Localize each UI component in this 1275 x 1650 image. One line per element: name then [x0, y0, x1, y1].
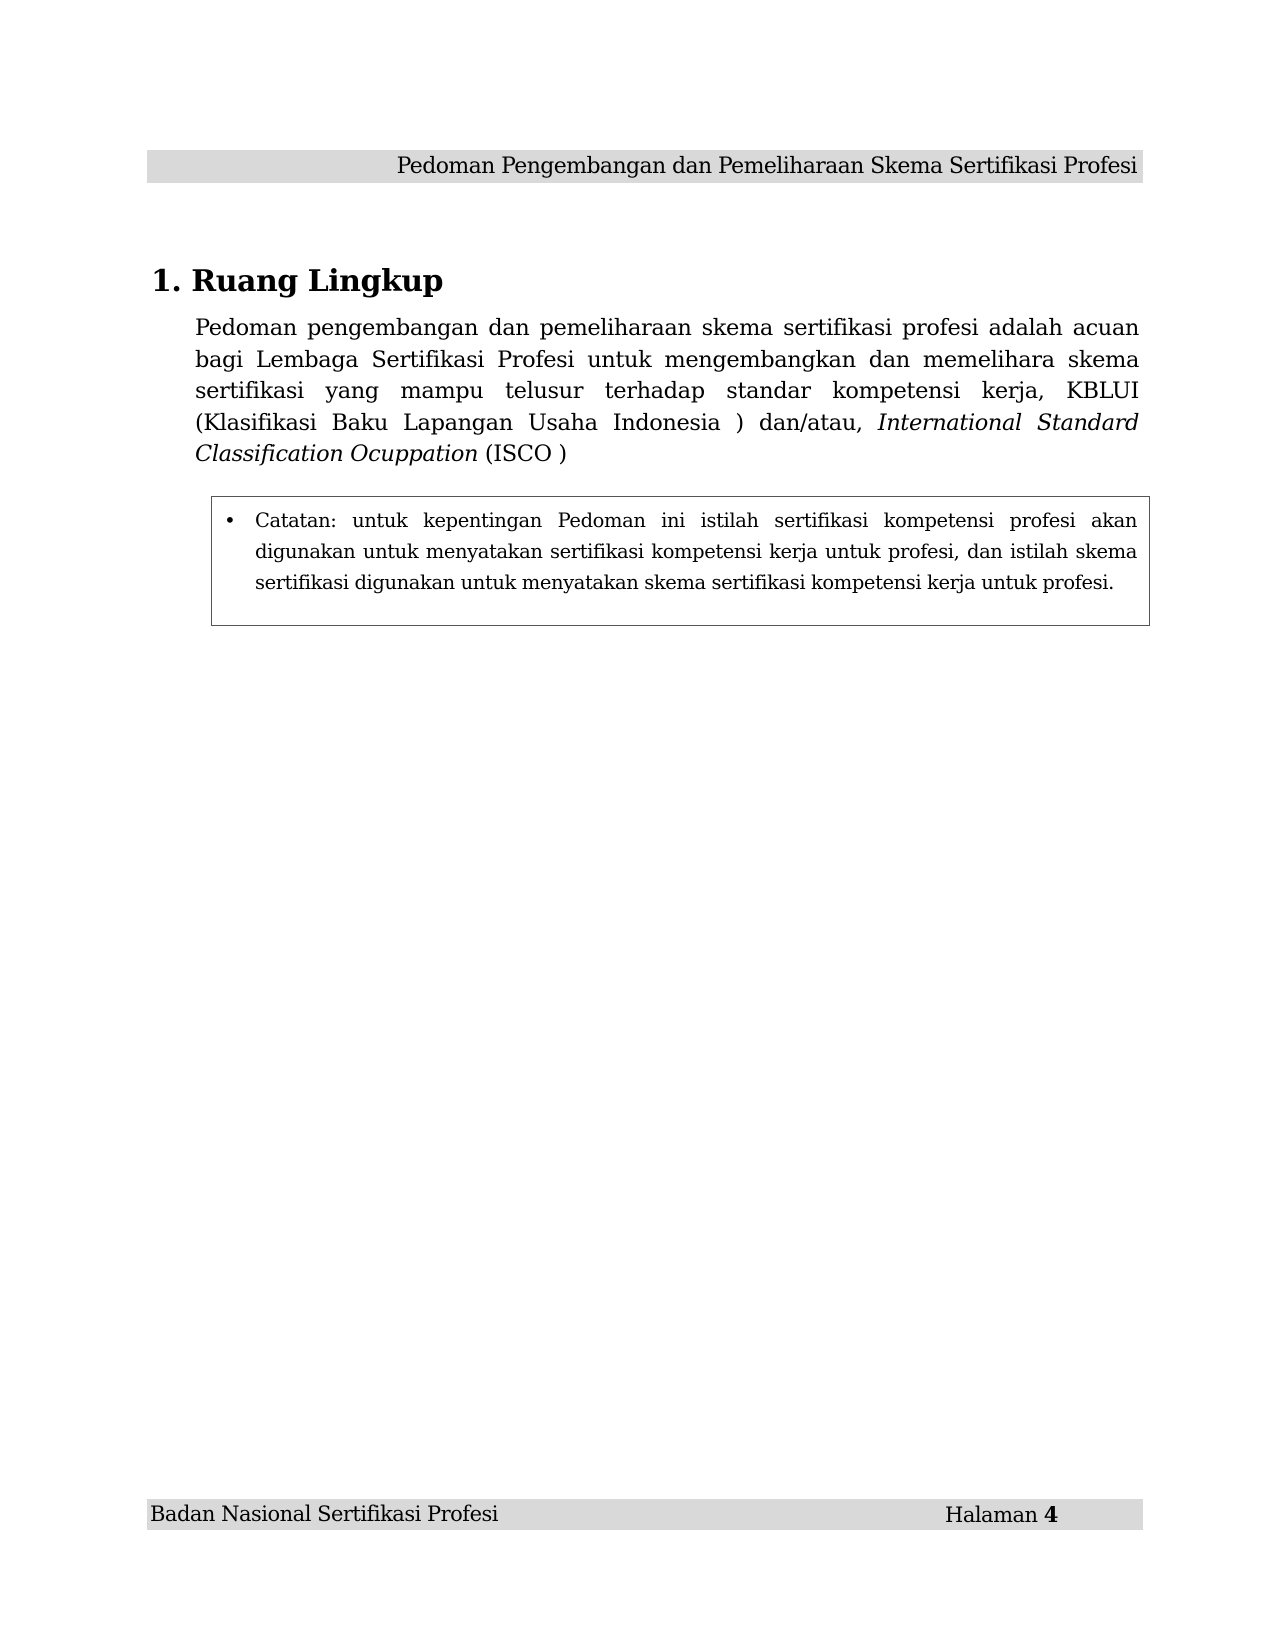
- note-text: Catatan: untuk kepentingan Pedoman ini istilah sertifikasi kompetensi profesi akan digunakan untuk menyatakan sertifikasi kompetensi kerja untuk profesi, dan istilah skema sertifikasi digunakan untuk menyatakan skema sertifikasi kompetensi kerja untuk profesi.: [255, 509, 1137, 594]
- note-box: [211, 496, 1150, 626]
- section-title: 1. Ruang Lingkup: [151, 264, 444, 299]
- header-title: Pedoman Pengembangan dan Pemeliharaan Skema Sertifikasi Profesi: [396, 154, 1137, 179]
- page-footer: [147, 1499, 1143, 1530]
- footer-organization: Badan Nasional Sertifikasi Profesi: [150, 1502, 498, 1526]
- bullet-icon: •: [224, 508, 236, 532]
- footer-page-label: Halaman: [945, 1503, 1038, 1527]
- page-header: [147, 150, 1143, 183]
- section-paragraph: [195, 313, 1139, 471]
- paragraph-italic: International Standard Classification Ocuppation: [195, 409, 1139, 467]
- paragraph-text: Pedoman pengembangan dan pemeliharaan skema sertifikasi profesi adalah acuan bagi Lembaga Sertifikasi Profesi untuk mengembangkan dan memelihara skema sertifikasi yang mampu telusur terhadap standar kompetensi kerja, KBLUI (Klasifikasi Baku Lapangan Usaha Indonesia ) dan/atau,: [195, 315, 1139, 436]
- paragraph-tail: (ISCO ): [478, 441, 567, 467]
- footer-page-indicator: [945, 1501, 1058, 1529]
- footer-page-number: 4: [1043, 1502, 1058, 1527]
